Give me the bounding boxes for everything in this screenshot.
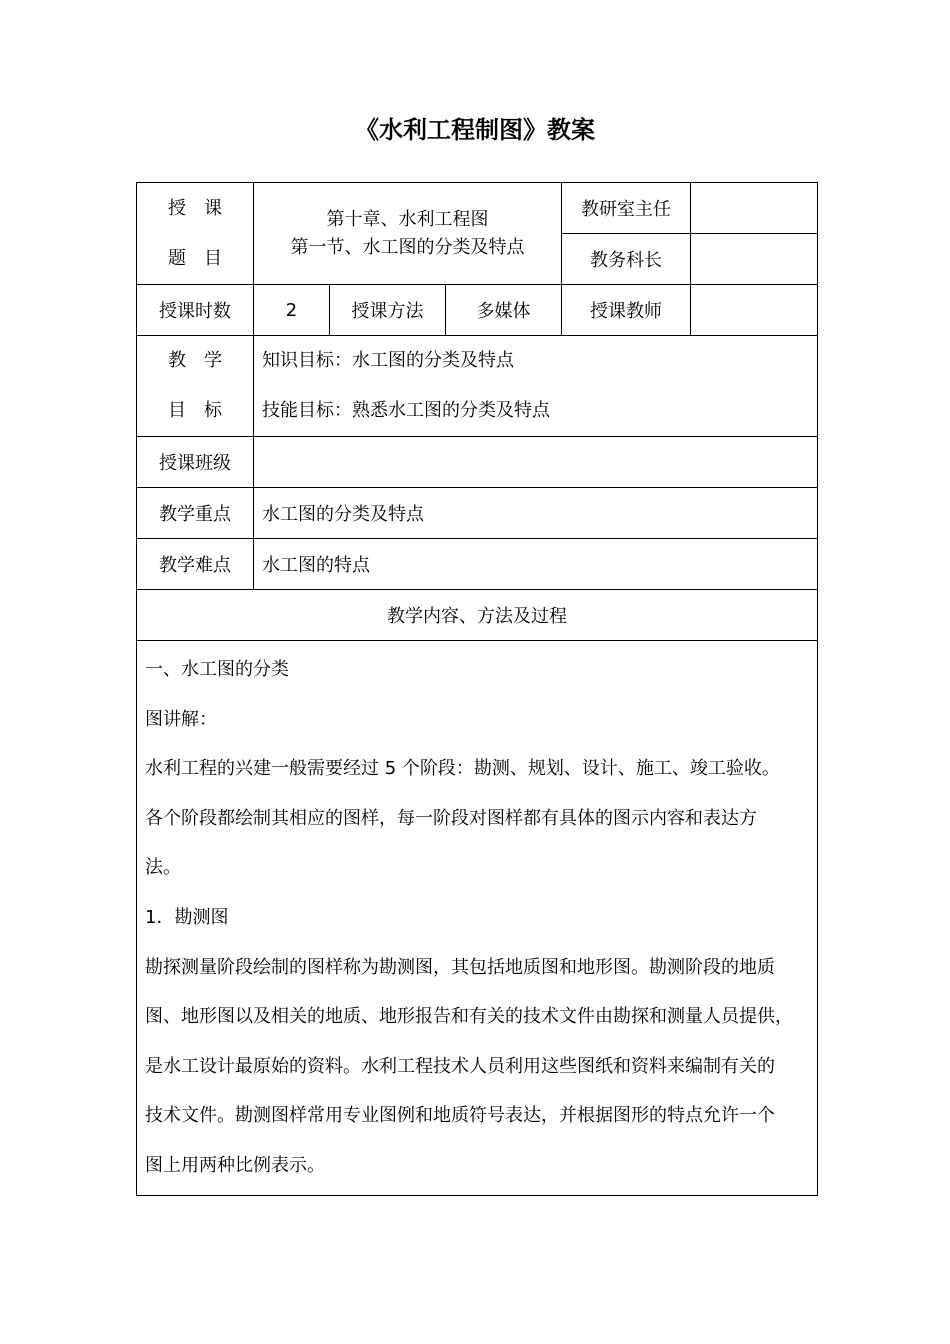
hours-label: 授课时数	[137, 285, 254, 336]
difficulty-label: 教学难点	[137, 539, 254, 590]
difficulty-value: 水工图的特点	[254, 539, 818, 590]
lesson-plan-table	[136, 182, 818, 1196]
content-line: 法。	[145, 857, 181, 879]
teacher-label: 授课教师	[562, 285, 691, 336]
objectives-label-line1: 教 学	[168, 350, 222, 371]
method-value: 多媒体	[446, 285, 562, 336]
key-point-value: 水工图的分类及特点	[254, 488, 818, 539]
chapter-title: 第十章、水利工程图	[326, 208, 489, 230]
skill-objective: 技能目标：熟悉水工图的分类及特点	[262, 400, 550, 421]
topic-label-cell	[137, 183, 254, 285]
academic-affairs-label: 教务科长	[562, 234, 691, 285]
content-line: 图、地形图以及相关的地质、地形报告和有关的技术文件由勘探和测量人员提供，	[145, 1006, 793, 1028]
document-title: 《水利工程制图》教案	[355, 116, 595, 144]
teacher-value	[691, 285, 818, 336]
section-title: 第一节、水工图的分类及特点	[290, 236, 525, 258]
content-line: 图上用两种比例表示。	[145, 1154, 325, 1176]
class-label: 授课班级	[137, 437, 254, 488]
content-line: 各个阶段都绘制其相应的图样，每一阶段对图样都有具体的图示内容和表达方	[145, 807, 757, 829]
topic-label-line2: 题 目	[168, 247, 222, 269]
content-line: 1．勘测图	[145, 906, 229, 928]
objectives-label-line2: 目 标	[168, 400, 222, 421]
content-line: 图讲解：	[145, 708, 217, 730]
topic-label-line1: 授 课	[168, 197, 222, 219]
content-line: 水利工程的兴建一般需要经过 5 个阶段：勘测、规划、设计、施工、竣工验收。	[145, 758, 780, 780]
academic-affairs-value	[691, 234, 818, 285]
dept-head-label: 教研室主任	[562, 183, 691, 234]
objectives-label-cell	[137, 336, 254, 437]
knowledge-objective: 知识目标：水工图的分类及特点	[262, 350, 514, 371]
class-value	[254, 437, 818, 488]
content-line: 是水工设计最原始的资料。水利工程技术人员利用这些图纸和资料来编制有关的	[145, 1055, 775, 1077]
content-line: 技术文件。勘测图样常用专业图例和地质符号表达，并根据图形的特点允许一个	[145, 1105, 775, 1127]
dept-head-value	[691, 183, 818, 234]
objectives-content	[254, 336, 818, 437]
method-label: 授课方法	[330, 285, 446, 336]
course-topic-cell	[254, 183, 562, 285]
content-line: 勘探测量阶段绘制的图样称为勘测图，其包括地质图和地形图。勘测阶段的地质	[145, 956, 775, 978]
hours-value: 2	[254, 285, 330, 336]
lesson-content	[137, 641, 818, 1196]
process-heading: 教学内容、方法及过程	[137, 590, 818, 641]
content-line: 一、水工图的分类	[145, 659, 289, 680]
key-point-label: 教学重点	[137, 488, 254, 539]
